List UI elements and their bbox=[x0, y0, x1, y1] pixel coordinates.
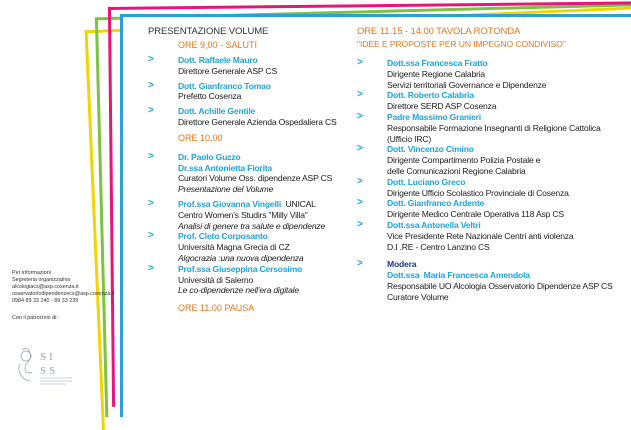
info-line: alcologiacs@asp.cosenza.it bbox=[12, 284, 79, 290]
program-column-left bbox=[148, 26, 358, 314]
speaker-entry bbox=[148, 106, 358, 128]
moderator-role: Curatore Volume bbox=[387, 291, 449, 302]
speaker-entry bbox=[148, 81, 358, 103]
speaker-entry bbox=[357, 144, 627, 176]
speaker-affiliation: UNICAL bbox=[281, 198, 316, 209]
speaker-role: Dirigente Regione Calabria bbox=[387, 68, 485, 79]
speaker-role: Prefetto Cosenza bbox=[178, 91, 242, 102]
speaker-entry bbox=[357, 112, 627, 144]
moderator-entry bbox=[357, 259, 627, 302]
speaker-role: Centro Women's Studirs "Milly Villa" bbox=[178, 209, 308, 220]
svg-text:SS: SS bbox=[40, 365, 59, 377]
talk-title: Le co-dipendenze nell'era digitale bbox=[178, 285, 299, 296]
speaker-role: D.I .RE - Centro Lanzino CS bbox=[387, 241, 490, 252]
speaker-name: Prof. Cleto Corposanto bbox=[178, 231, 268, 242]
speaker-name: Dott.ssa Francesca Fratto bbox=[387, 58, 488, 68]
speaker-role: Vice Presidente Rete Nazionale Centri anti violenza bbox=[387, 230, 574, 241]
speaker-name: Dott. Achille Gentile bbox=[178, 106, 256, 117]
time-label: ORE 9,00 - SALUTI bbox=[178, 40, 258, 50]
arrow-icon: > bbox=[357, 143, 363, 155]
speaker-role: Servizi territoriali Governance e Dipendenze bbox=[387, 79, 547, 90]
speaker-entry bbox=[357, 58, 627, 90]
speaker-role: (Ufficio IRC) bbox=[387, 133, 432, 144]
arrow-icon: > bbox=[357, 175, 363, 187]
arrow-icon: > bbox=[357, 197, 363, 209]
section-header: PRESENTAZIONE VOLUME bbox=[148, 26, 269, 37]
speaker-role: Università di Salerno bbox=[178, 274, 254, 285]
speaker-name: Prof.ssa Giovanna Vingelli bbox=[178, 198, 282, 209]
speaker-name: Dott.ssa Antonella Veltri bbox=[387, 219, 481, 230]
speaker-role: Direttore Generale ASP CS bbox=[178, 65, 277, 76]
talk-title: Presentazione del Volume bbox=[178, 184, 274, 195]
speaker-name: Dott. Vincenzo Cimino bbox=[387, 144, 474, 155]
time-label: ORE 11.00 PAUSA bbox=[178, 303, 255, 314]
arrow-icon: > bbox=[148, 105, 154, 117]
speaker-entry bbox=[148, 264, 358, 296]
speaker-name: Dr. Paolo Guzzo bbox=[178, 151, 241, 162]
info-line: Segreteria organizzativa bbox=[12, 277, 71, 283]
speaker-entry bbox=[148, 152, 358, 195]
talk-title: Algocrazia :una nuova dipendenza bbox=[178, 252, 304, 263]
speaker-role: Dirigente Compartimento Polizia Postale e bbox=[387, 155, 541, 166]
speaker-name: Dott. Luciano Greco bbox=[387, 176, 466, 187]
speaker-role: Direttore SERD ASP Cosenza bbox=[387, 101, 497, 112]
speaker-role: delle Comunicazioni Regione Calabria bbox=[387, 165, 526, 176]
moderator-label: Modera bbox=[387, 259, 417, 270]
info-line: osservatoriodipendenzecs@asp.cosenza.it bbox=[12, 291, 115, 297]
speaker-entry bbox=[357, 177, 627, 199]
svg-text:SI: SI bbox=[40, 351, 56, 363]
speaker-name: Dr.ssa Antonietta Fiorita bbox=[178, 162, 273, 173]
arrow-icon: > bbox=[357, 110, 363, 122]
info-line: Per informazioni bbox=[12, 270, 51, 276]
speaker-name: Dott. Raffaele Mauro bbox=[178, 55, 258, 65]
speaker-entry bbox=[148, 231, 358, 263]
speaker-name: Dott. Gianfranco Ardente bbox=[387, 198, 485, 209]
speaker-name: Dott. Gianfranco Tomao bbox=[178, 80, 271, 91]
arrow-icon: > bbox=[357, 89, 363, 101]
time-label: ORE 10,00 bbox=[178, 132, 223, 143]
speaker-role: Dirigente Medico Centrale Operativa 118 Asp CS bbox=[387, 209, 564, 220]
speaker-role: Curatori Volume Oss. dipendenze ASP CS bbox=[178, 173, 333, 184]
talk-title: Analisi di genere tra salute e dipendenze bbox=[178, 220, 326, 231]
arrow-icon: > bbox=[148, 150, 154, 162]
arrow-icon: > bbox=[357, 218, 363, 230]
speaker-role: Università Magna Grecia di CZ bbox=[178, 242, 290, 253]
siss-logo bbox=[14, 342, 78, 392]
speaker-name: Padre Massimo Granieri bbox=[387, 111, 481, 122]
speaker-name: Dott. Roberto Calabria bbox=[387, 90, 474, 101]
info-line: 0984 89 33 240 - 89 33 239 bbox=[12, 298, 79, 304]
patrocinio-label: Con il patrocinio di: bbox=[12, 315, 58, 321]
speaker-name: Prof.ssa Giuseppina Cersosimo bbox=[178, 263, 303, 274]
speaker-entry bbox=[148, 199, 358, 231]
speaker-role: Responsabile Formazione Insegnanti di Religione Cattolica bbox=[387, 122, 601, 133]
arrow-icon: > bbox=[148, 230, 154, 242]
section-subheader: "IDEE E PROPOSTE PER UN IMPEGNO CONDIVISO" bbox=[357, 39, 566, 49]
arrow-icon: > bbox=[148, 262, 154, 274]
speaker-entry bbox=[148, 55, 358, 77]
arrow-icon: > bbox=[357, 258, 363, 270]
speaker-entry bbox=[357, 220, 627, 252]
speaker-entry bbox=[357, 90, 627, 112]
moderator-role: Responsabile UO Alcologia Osservatorio Dipendenze ASP CS bbox=[387, 280, 613, 291]
arrow-icon: > bbox=[148, 54, 154, 65]
arrow-icon: > bbox=[148, 79, 154, 91]
speaker-role: Dirigente Ufficio Scolastico Provinciale di Cosenza bbox=[387, 187, 569, 198]
arrow-icon: > bbox=[357, 57, 363, 68]
speaker-entry bbox=[357, 198, 627, 220]
contact-info bbox=[12, 270, 124, 322]
speaker-role: Direttore Generale Azienda Ospedaliera CS bbox=[178, 116, 337, 127]
moderator-name: Dott.ssa Maria Francesca Amendola bbox=[387, 270, 530, 281]
arrow-icon: > bbox=[148, 197, 154, 209]
section-header: ORE 11.15 - 14.00 TAVOLA ROTONDA bbox=[357, 26, 521, 37]
program-column-right bbox=[357, 26, 627, 303]
